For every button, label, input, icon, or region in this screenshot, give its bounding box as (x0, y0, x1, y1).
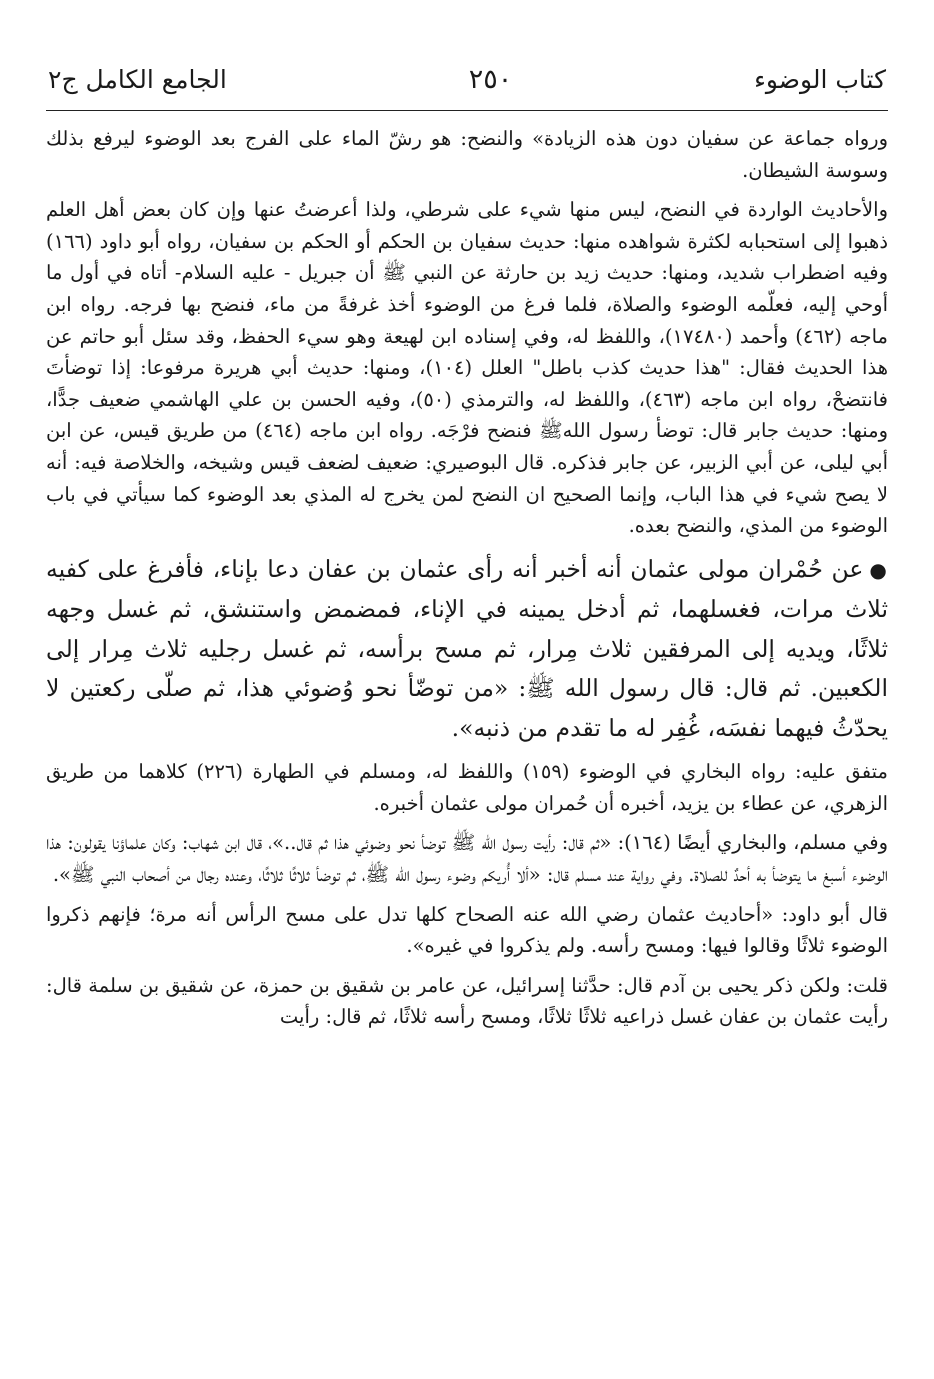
chapter-title: كتاب الوضوء (754, 65, 886, 94)
takhrij-paragraph: متفق عليه: رواه البخاري في الوضوء (١٥٩) واللفظ له، ومسلم في الطهارة (٢٢٦) كلاهما من طريق الزهري، عن عطاء بن يزيد، أخبره أن حُمران مولى عثمان أخبره. (46, 760, 888, 815)
page-number: ٢٥٠ (468, 64, 513, 95)
footnote-paragraph: والأحاديث الواردة في النضح، ليس منها شيء على شرطي، ولذا أعرضتُ عنها وإن كان بعض أهل العلم ذهبوا إلى استحبابه لكثرة شواهده منها: حديث سفيان بن الحكم أو الحكم بن سفيان، رواه أبو داود (١٦٦) وفيه اضطراب شديد، ومنها: حديث زيد بن حارثة عن النبي ﷺ أن جبريل - عليه السلام- أتاه في أول ما أوحي إليه، فعلّمه الوضوء والصلاة، فلما فرغ من الوضوء أخذ غرفةً من ماء، فنضح بها فرجه. رواه ابن ماجه (٤٦٢) وأحمد (١٧٤٨٠)، واللفظ له، وفي إسناده ابن لهيعة وهو سيء الحفظ، وقد سئل أبو حاتم عن هذا الحديث فقال: "هذا حديث كذب باطل" العلل (١٠٤)، ومنها: حديث أبي هريرة مرفوعا: إذا توضأتَ فانتضحْ، رواه ابن ماجه (٤٦٣)، واللفظ له، والترمذي (٥٠)، وفيه الحسن بن علي الهاشمي ضعيف جدًّا، ومنها: حديث جابر قال: توضأ رسول اللهﷺ فنضح فرْجَه. رواه ابن ماجه (٤٦٤) من طريق قيس، عن ابن أبي ليلى، عن أبي الزبير، عن جابر فذكره. قال البوصيري: ضعيف لضعف قيس وشيخه، والخلاصة فيه: أنه لا يصح شيء في هذا الباب، وإنما الصحيح ان النضح لمن يخرج له المذي بعد الوضوء كما سيأتي في باب الوضوء من المذي، والنضح بعده. (46, 198, 889, 538)
bullet-icon: ● (869, 557, 889, 582)
book-title: الجامع الكامل ج٢ (48, 65, 227, 94)
commentary-paragraph: قلت: ولكن ذكر يحيى بن آدم قال: حدَّثنا إسرائيل، عن عامر بن شقيق بن حمزة، عن شقيق بن سلمة قال: رأيت عثمان بن عفان غسل ذراعيه ثلاثًا ثلاثًا، ومسح رأسه ثلاثًا، ثم قال: رأيت (46, 973, 888, 1029)
header-rule (46, 110, 888, 111)
hadith-paragraph (46, 550, 888, 749)
hadith-text: عن حُمْران مولى عثمان أنه أخبر أنه رأى عثمان بن عفان دعا بإناء، فأفرغ على كفيه ثلاث مرات، فغسلهما، ثم أدخل يمينه في الإناء، فمضمض واستنشق، ثم غسل وجهه ثلاثًا، ويديه إلى المرفقين ثلاث مِرار، ثم مسح برأسه، ثم غسل رجليه ثلاث مِرار إلى الكعبين. ثم قال: قال رسول الله ﷺ: «من توضّأ نحو وُضوئي هذا، ثم صلّى ركعتين لا يحدّثُ فيهما نفسَه، غُفِر له ما تقدم من ذنبه». (46, 554, 888, 742)
page-header (46, 62, 888, 98)
footnote-paragraph: ورواه جماعة عن سفيان دون هذه الزيادة» والنضح: هو رشّ الماء على الفرج بعد الوضوء ليرفع بذلك وسوسة الشيطان. (46, 127, 888, 182)
commentary-paragraph: قال أبو داود: «أحاديث عثمان رضي الله عنه الصحاح كلها تدل على مسح الرأس أنه مرة؛ فإنهم ذكروا الوضوء ثلاثًا وقالوا فيها: ومسح رأسه. ولم يذكروا في غيره». (46, 902, 888, 958)
commentary-paragraph: وفي مسلم، والبخاري أيضًا (١٦٤): «ثم قال: رأيت رسول الله ﷺ توضأ نحو وضوئي هذا ثم قال..»، قال ابن شهاب: وكان علماؤنا يقولون: هذا الوضوء أسبغ ما يتوضأ به أحدٌ للصلاة. وفي رواية عند مسلم قال: «ألا أُريكم وضوء رسول الله ﷺ، ثم توضأ ثلاثًا ثلاثًا، وعنده رجال من أصحاب النبي ﷺ». (46, 831, 889, 886)
